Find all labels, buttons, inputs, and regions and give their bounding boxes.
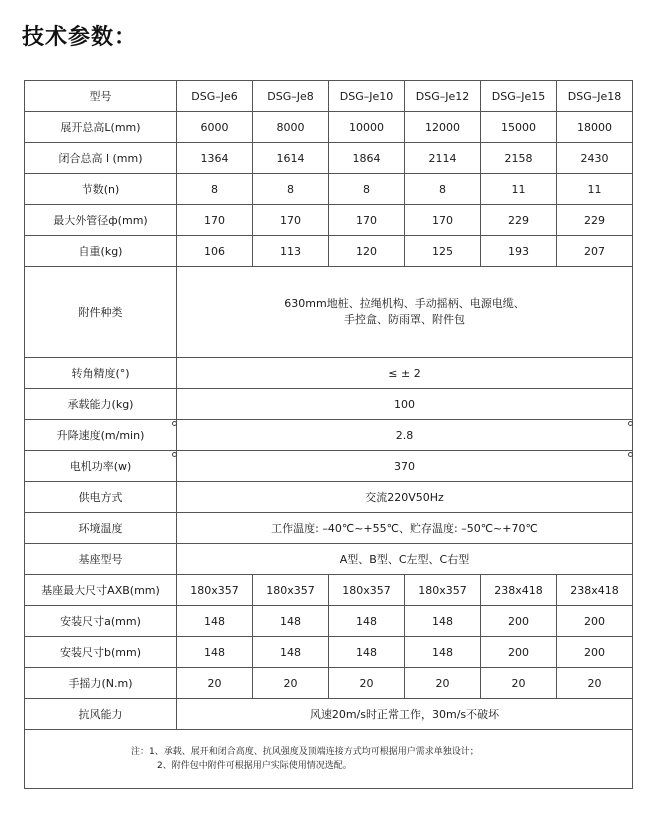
table-row xyxy=(25,575,633,606)
table-cell: 20 xyxy=(253,668,329,699)
selection-handle[interactable] xyxy=(628,452,633,457)
table-cell: 106 xyxy=(177,236,253,267)
row-label: 型号 xyxy=(25,81,177,112)
table-cell: 10000 xyxy=(329,112,405,143)
table-row xyxy=(25,358,633,389)
accessories-cell xyxy=(177,267,633,358)
row-label: 基座最大尺寸AXB(mm) xyxy=(25,575,177,606)
table-cell: 180x357 xyxy=(253,575,329,606)
table-cell: 229 xyxy=(557,205,633,236)
model-header: DSG–Je10 xyxy=(329,81,405,112)
row-label: 附件种类 xyxy=(25,267,177,358)
accessories-line: 手控盒、防雨罩、附件包 xyxy=(344,313,465,326)
table-cell: 200 xyxy=(557,637,633,668)
model-header: DSG–Je15 xyxy=(481,81,557,112)
merged-cell: 交流220V50Hz xyxy=(177,482,633,513)
table-cell: 12000 xyxy=(405,112,481,143)
table-cell: 125 xyxy=(405,236,481,267)
table-row xyxy=(25,174,633,205)
table-cell: 170 xyxy=(329,205,405,236)
table-cell: 8000 xyxy=(253,112,329,143)
row-label: 展开总高L(mm) xyxy=(25,112,177,143)
table-cell: 148 xyxy=(253,637,329,668)
table-row xyxy=(25,513,633,544)
table-cell: 120 xyxy=(329,236,405,267)
note-line: 2、附件包中附件可根据用户实际使用情况选配。 xyxy=(157,761,352,771)
table-cell: 148 xyxy=(405,637,481,668)
table-cell: 113 xyxy=(253,236,329,267)
row-label: 节数(n) xyxy=(25,174,177,205)
table-row xyxy=(25,637,633,668)
row-label: 升降速度(m/min) xyxy=(25,420,177,451)
table-cell: 238x418 xyxy=(557,575,633,606)
selection-handle[interactable] xyxy=(172,452,177,457)
table-cell: 148 xyxy=(177,637,253,668)
row-label: 手摇力(N.m) xyxy=(25,668,177,699)
table-cell: 148 xyxy=(329,606,405,637)
table-cell: 1614 xyxy=(253,143,329,174)
table-cell: 229 xyxy=(481,205,557,236)
merged-cell: 工作温度: –40℃~+55℃、贮存温度: –50℃~+70℃ xyxy=(177,513,633,544)
model-header: DSG–Je8 xyxy=(253,81,329,112)
spec-table xyxy=(24,80,633,789)
merged-cell: 370 xyxy=(177,451,633,482)
table-cell: 8 xyxy=(177,174,253,205)
table-row xyxy=(25,606,633,637)
row-label: 自重(kg) xyxy=(25,236,177,267)
row-label: 抗风能力 xyxy=(25,699,177,730)
model-header: DSG–Je18 xyxy=(557,81,633,112)
merged-cell: A型、B型、C左型、C右型 xyxy=(177,544,633,575)
merged-cell: 100 xyxy=(177,389,633,420)
table-row xyxy=(25,544,633,575)
table-cell: 200 xyxy=(481,606,557,637)
table-row xyxy=(25,143,633,174)
table-cell: 2158 xyxy=(481,143,557,174)
merged-cell: ≤ ± 2 xyxy=(177,358,633,389)
table-cell: 180x357 xyxy=(329,575,405,606)
table-header-row xyxy=(25,81,633,112)
table-cell: 148 xyxy=(177,606,253,637)
merged-cell: 风速20m/s时正常工作，30m/s不破坏 xyxy=(177,699,633,730)
row-label: 安装尺寸a(mm) xyxy=(25,606,177,637)
row-label: 闭合总高 l (mm) xyxy=(25,143,177,174)
table-cell: 193 xyxy=(481,236,557,267)
table-row xyxy=(25,451,633,482)
notes-cell xyxy=(25,730,633,789)
table-cell: 11 xyxy=(557,174,633,205)
model-header: DSG–Je6 xyxy=(177,81,253,112)
row-label: 基座型号 xyxy=(25,544,177,575)
page-title: 技术参数： xyxy=(22,25,138,50)
notes-block xyxy=(27,745,630,773)
selection-handle[interactable] xyxy=(172,421,177,426)
table-cell: 20 xyxy=(557,668,633,699)
table-row xyxy=(25,699,633,730)
table-cell: 11 xyxy=(481,174,557,205)
row-label: 转角精度(°) xyxy=(25,358,177,389)
row-label: 安装尺寸b(mm) xyxy=(25,637,177,668)
model-header: DSG–Je12 xyxy=(405,81,481,112)
table-cell: 170 xyxy=(405,205,481,236)
table-cell: 200 xyxy=(557,606,633,637)
table-cell: 170 xyxy=(177,205,253,236)
table-cell: 148 xyxy=(405,606,481,637)
accessories-row xyxy=(25,267,633,358)
table-cell: 148 xyxy=(253,606,329,637)
row-label: 供电方式 xyxy=(25,482,177,513)
table-cell: 8 xyxy=(253,174,329,205)
table-row xyxy=(25,389,633,420)
table-cell: 2114 xyxy=(405,143,481,174)
table-cell: 148 xyxy=(329,637,405,668)
table-row xyxy=(25,482,633,513)
table-row xyxy=(25,668,633,699)
table-cell: 2430 xyxy=(557,143,633,174)
table-cell: 20 xyxy=(481,668,557,699)
selection-handle[interactable] xyxy=(628,421,633,426)
table-cell: 170 xyxy=(253,205,329,236)
row-label: 最大外管径ф(mm) xyxy=(25,205,177,236)
table-cell: 20 xyxy=(405,668,481,699)
table-cell: 200 xyxy=(481,637,557,668)
table-cell: 15000 xyxy=(481,112,557,143)
table-cell: 20 xyxy=(329,668,405,699)
table-cell: 6000 xyxy=(177,112,253,143)
table-cell: 1864 xyxy=(329,143,405,174)
row-label: 环境温度 xyxy=(25,513,177,544)
row-label: 电机功率(w) xyxy=(25,451,177,482)
accessories-line: 630mm地桩、拉绳机构、手动摇柄、电源电缆、 xyxy=(284,297,525,310)
table-cell: 180x357 xyxy=(405,575,481,606)
notes-row xyxy=(25,730,633,789)
table-row xyxy=(25,205,633,236)
table-cell: 238x418 xyxy=(481,575,557,606)
table-cell: 8 xyxy=(329,174,405,205)
table-cell: 18000 xyxy=(557,112,633,143)
table-cell: 180x357 xyxy=(177,575,253,606)
note-line: 注：1、承载、展开和闭合高度、抗风强度及顶端连接方式均可根据用户需求单独设计； xyxy=(131,747,479,757)
table-cell: 1364 xyxy=(177,143,253,174)
table-cell: 207 xyxy=(557,236,633,267)
merged-cell: 2.8 xyxy=(177,420,633,451)
row-label: 承载能力(kg) xyxy=(25,389,177,420)
table-row xyxy=(25,236,633,267)
table-row xyxy=(25,112,633,143)
table-cell: 8 xyxy=(405,174,481,205)
table-cell: 20 xyxy=(177,668,253,699)
table-row xyxy=(25,420,633,451)
